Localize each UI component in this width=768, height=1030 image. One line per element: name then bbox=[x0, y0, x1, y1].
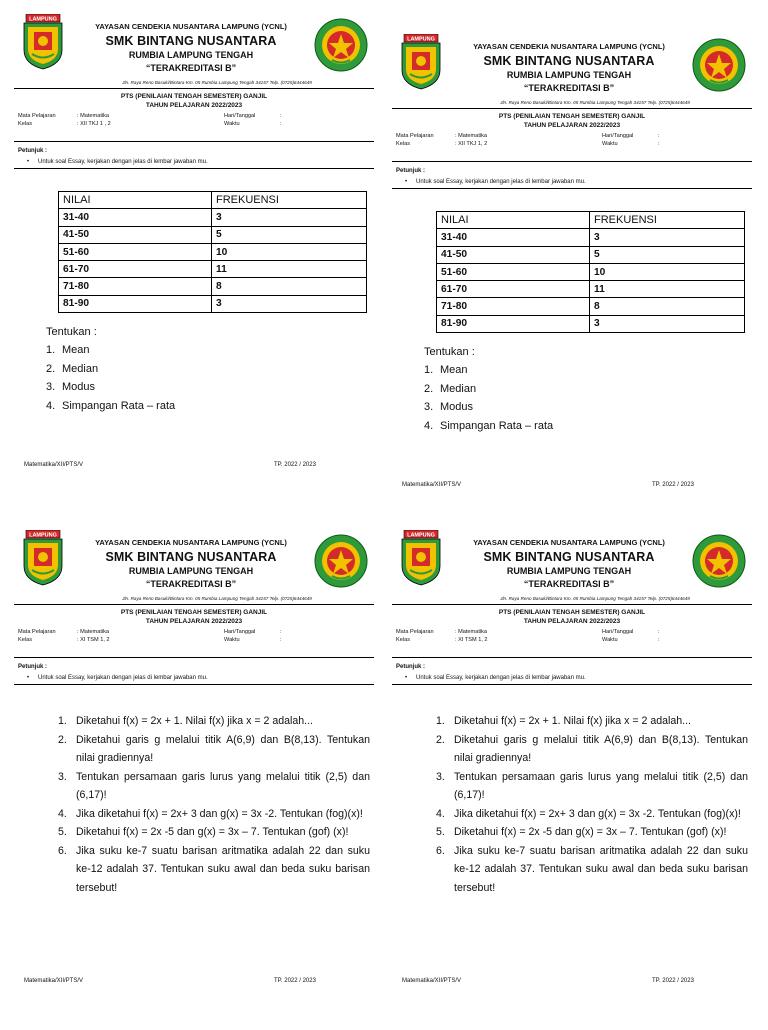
table-row bbox=[437, 229, 745, 246]
question-list bbox=[58, 712, 370, 897]
school-seal-icon bbox=[692, 534, 746, 588]
academic-year: TAHUN PELAJARAN 2022/2023 bbox=[145, 102, 243, 109]
table-cell: 3 bbox=[590, 229, 745, 246]
table-cell: 61-70 bbox=[437, 281, 590, 298]
lampung-logo-text: LAMPUNG bbox=[29, 532, 57, 539]
question-item bbox=[58, 712, 370, 731]
table-row bbox=[437, 298, 745, 315]
school-address: Jln. Raya Reno Basuki/Bintara Km. 05 Rumbia Lampung Tengah 34157 Telp. (0725)6444649 bbox=[500, 100, 690, 105]
school-region: RUMBIA LAMPUNG TENGAH bbox=[128, 50, 254, 60]
exam-heading bbox=[14, 608, 374, 626]
task-list bbox=[46, 341, 175, 415]
exam-meta bbox=[396, 132, 752, 148]
class-label: Kelas bbox=[396, 637, 410, 643]
subject-label: Mata Pelajaran bbox=[18, 629, 56, 635]
question-item bbox=[436, 805, 748, 824]
table-cell: 11 bbox=[212, 261, 367, 278]
table-cell: 3 bbox=[212, 209, 367, 226]
meta-divider bbox=[392, 161, 752, 162]
bullet-icon: • bbox=[405, 675, 408, 681]
exam-sheet-xii-2 bbox=[392, 34, 752, 534]
footer-code: Matematika/XII/PTS/V bbox=[402, 482, 462, 488]
table-cell: 5 bbox=[212, 226, 367, 243]
date-label: Hari/Tanggal bbox=[602, 133, 634, 139]
question-text: Diketahui garis g melalui titik A(6,9) dan B(8,13). Tentukan nilai gradiennya! bbox=[454, 733, 748, 764]
date-label: Hari/Tanggal bbox=[602, 629, 634, 635]
table-cell: 81-90 bbox=[59, 295, 212, 312]
time-label: Waktu bbox=[602, 637, 618, 643]
header-divider bbox=[14, 604, 374, 605]
lampung-logo-text: LAMPUNG bbox=[407, 532, 435, 539]
instructions-item bbox=[405, 675, 586, 681]
table-row bbox=[59, 261, 367, 278]
footer-year: TP. 2022 / 2023 bbox=[274, 462, 316, 468]
table-cell: 10 bbox=[590, 263, 745, 280]
table-cell: 5 bbox=[590, 246, 745, 263]
table-row bbox=[437, 281, 745, 298]
question-number: 1. bbox=[58, 715, 67, 727]
bullet-icon: • bbox=[27, 675, 30, 681]
exam-heading bbox=[14, 92, 374, 110]
school-address: Jln. Raya Reno Basuki/Bintara Km. 05 Rumbia Lampung Tengah 34157 Telp. (0725)6444649 bbox=[122, 80, 312, 85]
task-text: Simpangan Rata – rata bbox=[62, 399, 176, 412]
question-number: 5. bbox=[436, 826, 445, 838]
table-row bbox=[59, 295, 367, 312]
question-item bbox=[58, 842, 370, 898]
class-label: Kelas bbox=[396, 141, 410, 147]
instructions-text: Untuk soal Essay, kerjakan dengan jelas di lembar jawaban mu. bbox=[416, 179, 586, 185]
lampung-logo-text: LAMPUNG bbox=[29, 16, 57, 23]
exam-meta bbox=[18, 628, 374, 644]
instructions-item bbox=[405, 179, 586, 185]
question-list bbox=[436, 712, 748, 897]
task-text: Median bbox=[440, 382, 477, 395]
table-cell: 41-50 bbox=[437, 246, 590, 263]
exam-title: PTS (PENILAIAN TENGAH SEMESTER) GANJIL bbox=[120, 93, 268, 100]
class-label: Kelas bbox=[18, 637, 32, 643]
table-cell: 31-40 bbox=[437, 229, 590, 246]
instructions-label: Petunjuk : bbox=[396, 664, 426, 670]
question-item bbox=[436, 731, 748, 768]
table-header-cell: NILAI bbox=[437, 212, 590, 229]
bullet-icon: • bbox=[27, 159, 30, 165]
lampung-emblem-icon bbox=[400, 34, 442, 90]
question-number: 6. bbox=[436, 844, 445, 857]
date-colon: : bbox=[280, 113, 282, 119]
question-number: 2. bbox=[58, 733, 67, 746]
table-row bbox=[59, 278, 367, 295]
footer-code: Matematika/XII/PTS/V bbox=[402, 978, 462, 984]
school-region: RUMBIA LAMPUNG TENGAH bbox=[506, 70, 632, 80]
subject-value: : Matematika bbox=[455, 629, 488, 635]
question-text: Tentukan persamaan garis lurus yang melalui titik (2,5) dan (6,17)! bbox=[76, 770, 370, 801]
table-row bbox=[437, 263, 745, 280]
table-cell: 8 bbox=[590, 298, 745, 315]
instructions-item bbox=[27, 159, 208, 165]
table-row bbox=[59, 209, 367, 226]
instructions-label: Petunjuk : bbox=[18, 664, 48, 670]
exam-meta bbox=[18, 112, 374, 128]
foundation-name: YAYASAN CENDEKIA NUSANTARA LAMPUNG (YCNL) bbox=[95, 538, 287, 547]
instructions-divider bbox=[14, 684, 374, 685]
footer-year: TP. 2022 / 2023 bbox=[652, 482, 694, 488]
foundation-name: YAYASAN CENDEKIA NUSANTARA LAMPUNG (YCNL) bbox=[473, 42, 665, 51]
task-number: 4. bbox=[424, 419, 434, 432]
table-cell: 71-80 bbox=[59, 278, 212, 295]
exam-meta bbox=[396, 628, 752, 644]
class-value: : XI TSM 1, 2 bbox=[455, 637, 488, 643]
date-colon: : bbox=[280, 629, 282, 635]
task-text: Modus bbox=[440, 401, 474, 413]
lampung-emblem-icon bbox=[22, 14, 64, 70]
question-item bbox=[58, 805, 370, 824]
question-text: Diketahui f(x) = 2x + 1. Nilai f(x) jika x = 2 adalah... bbox=[454, 715, 691, 727]
task-item bbox=[46, 360, 175, 379]
question-number: 4. bbox=[436, 807, 445, 820]
school-name: SMK BINTANG NUSANTARA bbox=[105, 34, 277, 48]
task-number: 4. bbox=[46, 399, 56, 412]
question-number: 3. bbox=[58, 770, 67, 783]
question-text: Diketahui f(x) = 2x -5 dan g(x) = 3x – 7. Tentukan (gof) (x)! bbox=[454, 826, 727, 838]
subject-value: : Matematika bbox=[77, 629, 110, 635]
question-number: 4. bbox=[58, 807, 67, 820]
footer-year: TP. 2022 / 2023 bbox=[652, 978, 694, 984]
table-header-row bbox=[59, 192, 367, 209]
exam-title: PTS (PENILAIAN TENGAH SEMESTER) GANJIL bbox=[120, 609, 268, 616]
time-colon: : bbox=[658, 141, 660, 147]
table-cell: 8 bbox=[212, 278, 367, 295]
exam-sheet-xi-2 bbox=[392, 530, 752, 1030]
question-text: Diketahui f(x) = 2x + 1. Nilai f(x) jika x = 2 adalah... bbox=[76, 715, 313, 727]
exam-heading bbox=[392, 608, 752, 626]
table-cell: 31-40 bbox=[59, 209, 212, 226]
meta-divider bbox=[14, 141, 374, 142]
instructions-text: Untuk soal Essay, kerjakan dengan jelas di lembar jawaban mu. bbox=[38, 159, 208, 165]
subject-label: Mata Pelajaran bbox=[396, 629, 434, 635]
question-text: Diketahui garis g melalui titik A(6,9) dan B(8,13). Tentukan nilai gradiennya! bbox=[76, 733, 370, 764]
task-item bbox=[46, 397, 175, 416]
bullet-icon: • bbox=[405, 179, 408, 185]
meta-divider bbox=[14, 657, 374, 658]
instructions-text: Untuk soal Essay, kerjakan dengan jelas di lembar jawaban mu. bbox=[38, 675, 208, 681]
table-row bbox=[437, 246, 745, 263]
table-cell: 51-60 bbox=[59, 243, 212, 260]
instructions-label: Petunjuk : bbox=[396, 168, 426, 174]
instructions-divider bbox=[14, 168, 374, 169]
exam-sheet-xii-1 bbox=[14, 14, 374, 514]
date-colon: : bbox=[658, 133, 660, 139]
table-cell: 11 bbox=[590, 281, 745, 298]
lampung-logo-text: LAMPUNG bbox=[407, 36, 435, 43]
table-cell: 10 bbox=[212, 243, 367, 260]
footer-code: Matematika/XII/PTS/V bbox=[24, 462, 84, 468]
task-prompt: Tentukan : bbox=[46, 326, 97, 338]
table-header-row bbox=[437, 212, 745, 229]
lampung-emblem-icon bbox=[400, 530, 442, 586]
task-text: Median bbox=[62, 362, 99, 375]
exam-sheet-xi-1 bbox=[14, 530, 374, 1030]
instructions-item bbox=[27, 675, 208, 681]
task-item bbox=[424, 361, 553, 380]
school-region: RUMBIA LAMPUNG TENGAH bbox=[506, 566, 632, 576]
question-number: 6. bbox=[58, 844, 67, 857]
subject-value: : Matematika bbox=[455, 133, 488, 139]
table-header-cell: FREKUENSI bbox=[212, 192, 367, 209]
table-cell: 3 bbox=[212, 295, 367, 312]
class-label: Kelas bbox=[18, 121, 32, 127]
meta-divider bbox=[392, 657, 752, 658]
task-text: Simpangan Rata – rata bbox=[440, 419, 554, 432]
instructions-text: Untuk soal Essay, kerjakan dengan jelas di lembar jawaban mu. bbox=[416, 675, 586, 681]
question-number: 2. bbox=[436, 733, 445, 746]
table-cell: 61-70 bbox=[59, 261, 212, 278]
foundation-name: YAYASAN CENDEKIA NUSANTARA LAMPUNG (YCNL) bbox=[95, 22, 287, 31]
academic-year: TAHUN PELAJARAN 2022/2023 bbox=[523, 618, 621, 625]
question-text: Jika suku ke-7 suatu barisan aritmatika adalah 22 dan suku ke-12 adalah 37. Tentukan suku awal dan beda suku barisan tersebut! bbox=[76, 844, 370, 894]
class-value: : XI TSM 1, 2 bbox=[77, 637, 110, 643]
school-name: SMK BINTANG NUSANTARA bbox=[105, 550, 277, 564]
table-header-cell: FREKUENSI bbox=[590, 212, 745, 229]
exam-title: PTS (PENILAIAN TENGAH SEMESTER) GANJIL bbox=[498, 113, 646, 120]
letterhead bbox=[392, 34, 752, 104]
question-item bbox=[58, 768, 370, 805]
time-colon: : bbox=[280, 121, 282, 127]
question-item bbox=[58, 823, 370, 842]
question-item bbox=[58, 731, 370, 768]
question-number: 1. bbox=[436, 715, 445, 727]
question-text: Diketahui f(x) = 2x -5 dan g(x) = 3x – 7. Tentukan (gof) (x)! bbox=[76, 826, 349, 838]
accreditation: “TERAKREDITASI B” bbox=[523, 579, 615, 589]
header-divider bbox=[14, 88, 374, 89]
school-seal-icon bbox=[692, 38, 746, 92]
task-item bbox=[46, 378, 175, 397]
accreditation: “TERAKREDITASI B” bbox=[145, 579, 237, 589]
table-cell: 71-80 bbox=[437, 298, 590, 315]
task-item bbox=[424, 417, 553, 436]
time-label: Waktu bbox=[224, 637, 240, 643]
subject-value: : Matematika bbox=[77, 113, 110, 119]
table-header-cell: NILAI bbox=[59, 192, 212, 209]
foundation-name: YAYASAN CENDEKIA NUSANTARA LAMPUNG (YCNL) bbox=[473, 538, 665, 547]
question-item bbox=[436, 823, 748, 842]
time-label: Waktu bbox=[602, 141, 618, 147]
header-divider bbox=[392, 604, 752, 605]
question-item bbox=[436, 768, 748, 805]
question-number: 5. bbox=[58, 826, 67, 838]
letterhead bbox=[392, 530, 752, 600]
letterhead bbox=[14, 14, 374, 84]
task-text: Modus bbox=[62, 381, 96, 393]
task-item bbox=[46, 341, 175, 360]
exam-heading bbox=[392, 112, 752, 130]
frequency-table bbox=[58, 191, 367, 313]
school-seal-icon bbox=[314, 18, 368, 72]
task-list bbox=[424, 361, 553, 435]
table-row bbox=[59, 226, 367, 243]
task-text: Mean bbox=[62, 344, 90, 356]
school-name: SMK BINTANG NUSANTARA bbox=[483, 550, 655, 564]
task-number: 3. bbox=[46, 381, 56, 393]
school-address: Jln. Raya Reno Basuki/Bintara Km. 05 Rumbia Lampung Tengah 34157 Telp. (0725)6444649 bbox=[500, 596, 690, 601]
question-item bbox=[436, 712, 748, 731]
instructions-divider bbox=[392, 684, 752, 685]
question-number: 3. bbox=[436, 770, 445, 783]
question-text: Jika suku ke-7 suatu barisan aritmatika adalah 22 dan suku ke-12 adalah 37. Tentukan suku awal dan beda suku barisan tersebut! bbox=[454, 844, 748, 894]
lampung-emblem-icon bbox=[22, 530, 64, 586]
task-number: 2. bbox=[424, 382, 434, 395]
time-label: Waktu bbox=[224, 121, 240, 127]
frequency-table bbox=[436, 211, 745, 333]
footer-year: TP. 2022 / 2023 bbox=[274, 978, 316, 984]
academic-year: TAHUN PELAJARAN 2022/2023 bbox=[145, 618, 243, 625]
academic-year: TAHUN PELAJARAN 2022/2023 bbox=[523, 122, 621, 129]
time-colon: : bbox=[658, 637, 660, 643]
task-item bbox=[424, 380, 553, 399]
table-row bbox=[437, 315, 745, 332]
task-number: 2. bbox=[46, 362, 56, 375]
table-cell: 41-50 bbox=[59, 226, 212, 243]
table-cell: 3 bbox=[590, 315, 745, 332]
task-item bbox=[424, 398, 553, 417]
table-row bbox=[59, 243, 367, 260]
table-cell: 51-60 bbox=[437, 263, 590, 280]
task-prompt: Tentukan : bbox=[424, 346, 475, 358]
task-number: 1. bbox=[46, 344, 56, 356]
task-number: 1. bbox=[424, 364, 434, 376]
subject-label: Mata Pelajaran bbox=[396, 133, 434, 139]
subject-label: Mata Pelajaran bbox=[18, 113, 56, 119]
school-seal-icon bbox=[314, 534, 368, 588]
task-number: 3. bbox=[424, 401, 434, 413]
exam-title: PTS (PENILAIAN TENGAH SEMESTER) GANJIL bbox=[498, 609, 646, 616]
school-address: Jln. Raya Reno Basuki/Bintara Km. 05 Rumbia Lampung Tengah 34157 Telp. (0725)6444649 bbox=[122, 596, 312, 601]
letterhead bbox=[14, 530, 374, 600]
school-name: SMK BINTANG NUSANTARA bbox=[483, 54, 655, 68]
table-cell: 81-90 bbox=[437, 315, 590, 332]
question-text: Jika diketahui f(x) = 2x+ 3 dan g(x) = 3x -2. Tentukan (fog)(x)! bbox=[454, 807, 741, 820]
time-colon: : bbox=[280, 637, 282, 643]
school-region: RUMBIA LAMPUNG TENGAH bbox=[128, 566, 254, 576]
task-text: Mean bbox=[440, 364, 468, 376]
instructions-divider bbox=[392, 188, 752, 189]
class-value: : XII TKJ 1 , 2 bbox=[77, 121, 111, 127]
footer-code: Matematika/XII/PTS/V bbox=[24, 978, 84, 984]
date-label: Hari/Tanggal bbox=[224, 113, 256, 119]
date-label: Hari/Tanggal bbox=[224, 629, 256, 635]
question-text: Jika diketahui f(x) = 2x+ 3 dan g(x) = 3x -2. Tentukan (fog)(x)! bbox=[76, 807, 363, 820]
header-divider bbox=[392, 108, 752, 109]
accreditation: “TERAKREDITASI B” bbox=[145, 63, 237, 73]
instructions-label: Petunjuk : bbox=[18, 148, 48, 154]
accreditation: “TERAKREDITASI B” bbox=[523, 83, 615, 93]
question-item bbox=[436, 842, 748, 898]
class-value: : XII TKJ 1, 2 bbox=[455, 141, 488, 147]
question-text: Tentukan persamaan garis lurus yang melalui titik (2,5) dan (6,17)! bbox=[454, 770, 748, 801]
date-colon: : bbox=[658, 629, 660, 635]
